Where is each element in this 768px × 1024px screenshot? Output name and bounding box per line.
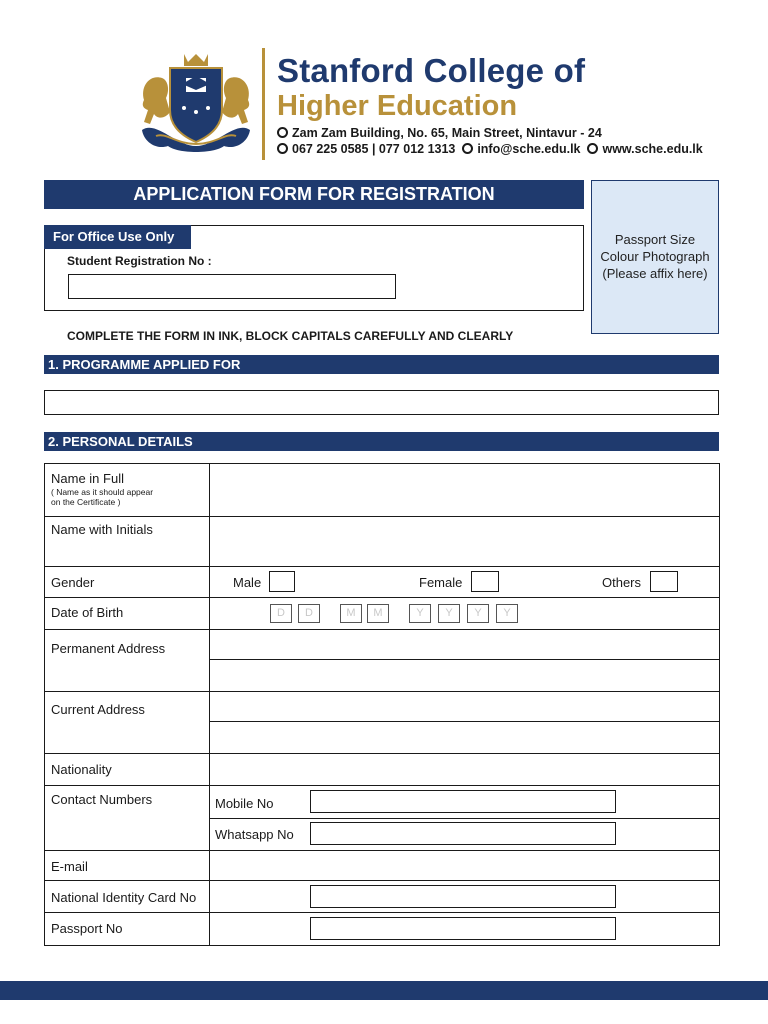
photo-text-2: Colour Photograph bbox=[600, 249, 710, 264]
email-text: info@sche.edu.lk bbox=[477, 142, 581, 156]
passport-input[interactable] bbox=[310, 917, 616, 940]
contact-line bbox=[277, 142, 703, 156]
permanent-address-label: Permanent Address bbox=[51, 641, 166, 656]
student-reg-input[interactable] bbox=[68, 274, 396, 299]
female-label: Female bbox=[419, 575, 463, 590]
nationality-label: Nationality bbox=[51, 762, 112, 777]
email-icon bbox=[462, 143, 473, 154]
dob-month-2[interactable]: M bbox=[367, 604, 389, 623]
section-personal-header: 2. PERSONAL DETAILS bbox=[44, 432, 719, 451]
nic-input[interactable] bbox=[310, 885, 616, 908]
photo-text-3: (Please affix here) bbox=[602, 266, 708, 281]
instructions: COMPLETE THE FORM IN INK, BLOCK CAPITALS CAREFULLY AND CLEARLY bbox=[67, 329, 514, 343]
name-initials-label: Name with Initials bbox=[51, 522, 153, 537]
row-line bbox=[44, 912, 720, 913]
office-use-tab: For Office Use Only bbox=[44, 225, 191, 249]
address-text: Zam Zam Building, No. 65, Main Street, Nintavur - 24 bbox=[292, 126, 602, 140]
dob-label: Date of Birth bbox=[51, 605, 124, 620]
nationality-input[interactable] bbox=[210, 754, 719, 785]
header-divider bbox=[262, 48, 265, 160]
name-full-note-2: on the Certificate ) bbox=[51, 497, 121, 507]
male-label: Male bbox=[233, 575, 262, 590]
row-line bbox=[44, 785, 720, 786]
dob-year-1[interactable]: Y bbox=[409, 604, 431, 623]
passport-label: Passport No bbox=[51, 921, 123, 936]
dob-year-2[interactable]: Y bbox=[438, 604, 460, 623]
footer-bar bbox=[0, 981, 768, 1000]
college-name-line1: Stanford College of bbox=[277, 52, 586, 89]
photo-box[interactable] bbox=[591, 180, 719, 334]
male-checkbox[interactable] bbox=[269, 571, 295, 592]
website-text: www.sche.edu.lk bbox=[602, 142, 703, 156]
contact-numbers-label: Contact Numbers bbox=[51, 792, 153, 807]
row-line bbox=[44, 566, 720, 567]
form-title: APPLICATION FORM FOR REGISTRATION bbox=[44, 180, 584, 209]
phone-icon bbox=[277, 143, 288, 154]
whatsapp-input[interactable] bbox=[310, 822, 616, 845]
female-checkbox[interactable] bbox=[471, 571, 499, 592]
dob-day-2[interactable]: D bbox=[298, 604, 320, 623]
address-line bbox=[277, 126, 602, 140]
college-name-line2: Higher Education bbox=[277, 90, 518, 122]
location-icon bbox=[277, 127, 288, 138]
nic-label: National Identity Card No bbox=[51, 890, 197, 905]
programme-input[interactable] bbox=[44, 390, 719, 415]
section-programme-header: 1. PROGRAMME APPLIED FOR bbox=[44, 355, 719, 374]
name-full-note-1: ( Name as it should appear bbox=[51, 487, 154, 497]
dob-year-4[interactable]: Y bbox=[496, 604, 518, 623]
student-reg-label: Student Registration No : bbox=[67, 254, 212, 268]
gender-label: Gender bbox=[51, 575, 95, 590]
others-checkbox[interactable] bbox=[650, 571, 678, 592]
row-line bbox=[209, 818, 720, 819]
photo-text-1: Passport Size bbox=[614, 232, 696, 247]
row-line bbox=[44, 597, 720, 598]
name-initials-input[interactable] bbox=[210, 517, 719, 566]
college-crest-logo bbox=[136, 50, 256, 158]
mobile-label: Mobile No bbox=[215, 796, 274, 811]
permanent-address-input[interactable] bbox=[210, 630, 719, 691]
name-full-label: Name in Full bbox=[51, 471, 124, 486]
web-icon bbox=[587, 143, 598, 154]
dob-year-3[interactable]: Y bbox=[467, 604, 489, 623]
others-label: Others bbox=[602, 575, 642, 590]
email-input[interactable] bbox=[210, 851, 719, 880]
name-full-input[interactable] bbox=[210, 464, 719, 516]
current-address-input[interactable] bbox=[210, 692, 719, 753]
dob-month-1[interactable]: M bbox=[340, 604, 362, 623]
current-address-label: Current Address bbox=[51, 702, 145, 717]
whatsapp-label: Whatsapp No bbox=[215, 827, 294, 842]
mobile-input[interactable] bbox=[310, 790, 616, 813]
email-label: E-mail bbox=[51, 859, 88, 874]
dob-day-1[interactable]: D bbox=[270, 604, 292, 623]
row-line bbox=[44, 880, 720, 881]
phone-text: 067 225 0585 | 077 012 1313 bbox=[292, 142, 456, 156]
